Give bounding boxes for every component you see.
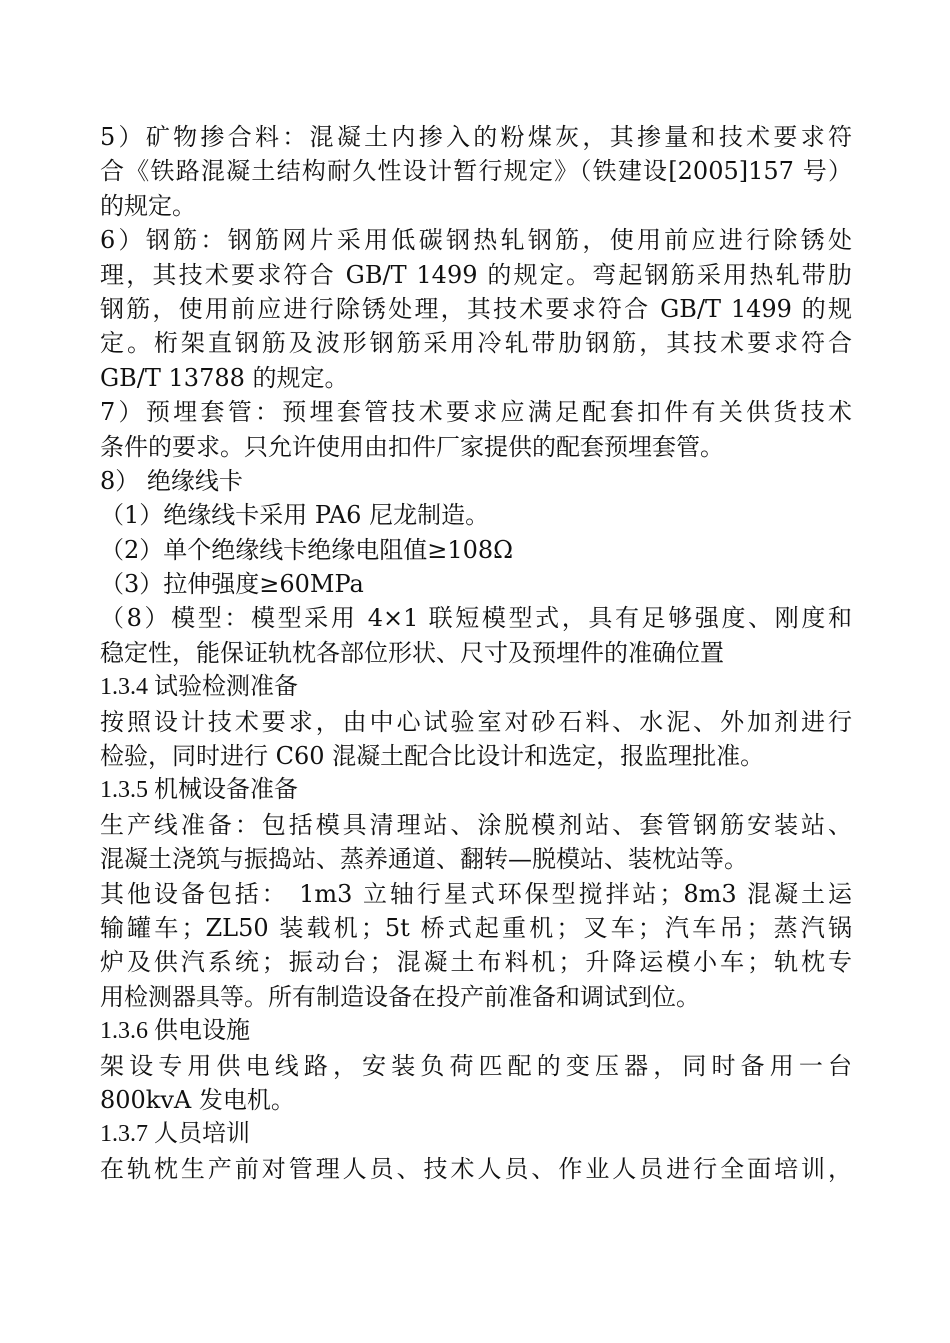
section-heading: 1.3.5 机械设备准备: [100, 777, 298, 804]
text-line: 条件的要求。只允许使用由扣件厂家提供的配套预埋套管。: [100, 432, 724, 461]
text-line: 5）矿物掺合料：混凝土内掺入的粉煤灰，其掺量和技术要求符: [100, 123, 852, 151]
text-line: 合《铁路混凝土结构耐久性设计暂行规定》（铁建设[2005]157 号）: [100, 157, 852, 186]
text-line: GB/T 13788 的规定。: [100, 363, 349, 392]
text-line: 生产线准备：包括模具清理站、涂脱模剂站、套管钢筋安装站、: [100, 810, 852, 839]
text-line: 钢筋，使用前应进行除锈处理，其技术要求符合 GB/T 1499 的规: [100, 294, 852, 323]
text-line: 其他设备包括： 1m3 立轴行星式环保型搅拌站；8m3 混凝土运: [100, 879, 852, 908]
text-line: 按照设计技术要求，由中心试验室对砂石料、水泥、外加剂进行: [100, 707, 852, 736]
text-line: 定。桁架直钢筋及波形钢筋采用冷轧带肋钢筋，其技术要求符合: [100, 329, 852, 358]
text-line: 稳定性，能保证轨枕各部位形状、尺寸及预埋件的准确位置: [100, 638, 724, 667]
text-line: 用检测器具等。所有制造设备在投产前准备和调试到位。: [100, 982, 700, 1011]
text-line: 输罐车；ZL50 装载机；5t 桥式起重机；叉车；汽车吊；蒸汽锅: [100, 913, 852, 942]
text-line: 7）预埋套管：预埋套管技术要求应满足配套扣件有关供货技术: [100, 398, 852, 427]
text-line: 800kvA 发电机。: [100, 1085, 295, 1114]
document-page: [100, 120, 852, 1186]
text-line: 架设专用供电线路，安装负荷匹配的变压器，同时备用一台: [100, 1051, 852, 1080]
text-line: （1）绝缘线卡采用 PA6 尼龙制造。: [100, 501, 490, 530]
text-line: 在轨枕生产前对管理人员、技术人员、作业人员进行全面培训，: [100, 1154, 852, 1183]
text-line: （2）单个绝缘线卡绝缘电阻值≥108Ω: [100, 535, 514, 564]
text-line: 混凝土浇筑与振捣站、蒸养通道、翻转—脱模站、装枕站等。: [100, 845, 748, 874]
section-heading: 1.3.7 人员培训: [100, 1121, 250, 1148]
text-line: 8） 绝缘线卡: [100, 466, 243, 495]
text-line: 检验，同时进行 C60 混凝土配合比设计和选定，报监理批准。: [100, 742, 765, 771]
text-line: （3）拉伸强度≥60MPa: [100, 570, 364, 599]
text-line: 炉及供汽系统；振动台；混凝土布料机；升降运模小车；轨枕专: [100, 948, 852, 977]
text-line: （8）模型：模型采用 4×1 联短模型式，具有足够强度、刚度和: [100, 604, 852, 633]
text-line: 的规定。: [100, 191, 196, 220]
text-line: 6）钢筋：钢筋网片采用低碳钢热轧钢筋，使用前应进行除锈处: [100, 226, 852, 255]
text-line: 理，其技术要求符合 GB/T 1499 的规定。弯起钢筋采用热轧带肋: [100, 260, 852, 289]
section-heading: 1.3.4 试验检测准备: [100, 674, 298, 701]
section-heading: 1.3.6 供电设施: [100, 1018, 250, 1045]
